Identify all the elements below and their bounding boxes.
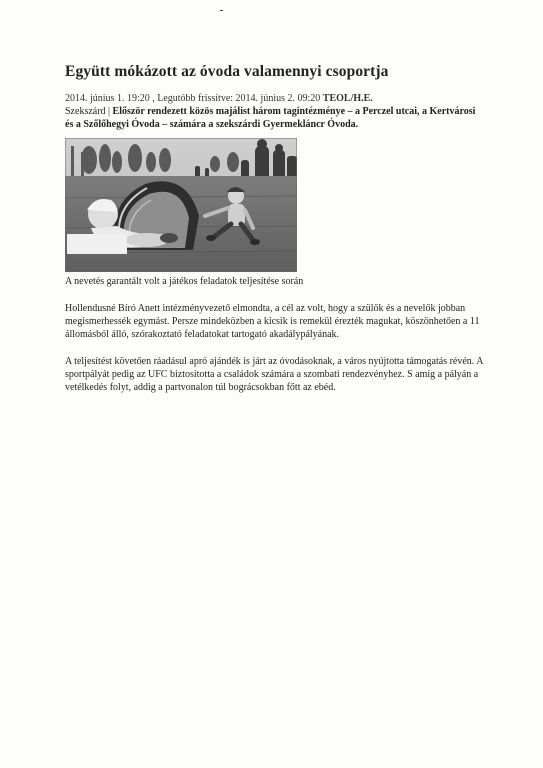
- article-paragraph-2: A teljesítést követően ráadásul apró ajándék is járt az óvodásoknak, a város nyújtotta támogatás révén. A sportpályát pedig az UFC biztosította a családok számára a szombati rendezvényhez. S amíg a pályán a vetélkedés folyt, addig a partvonalon túl bográcsokban főtt az ebéd.: [65, 356, 483, 393]
- article-lead: [65, 105, 485, 131]
- article: [65, 62, 485, 394]
- photo-caption: A nevetés garantált volt a játékos feladatok teljesítése során: [65, 276, 304, 287]
- updated-date: Legutóbb frissítve: 2014. június 2. 09:20: [157, 93, 321, 104]
- article-source: TEOL/H.E.: [322, 93, 373, 104]
- article-paragraph-1: Hollendusné Bíró Anett intézményvezető elmondta, a cél az volt, hogy a szülők és a nevelők jobban megismerhessék egymást. Persze mindeközben a kicsik is remekül érezték magukat, köszönhetően a 11 állomásból álló, szórakoztató feladatokat tartogató akadálypályának.: [65, 303, 480, 340]
- published-date: 2014. június 1. 19:20 ,: [65, 93, 155, 104]
- article-photo: [65, 138, 297, 272]
- photo-children-playing: [65, 138, 297, 272]
- article-headline: Együtt mókázott az óvoda valamennyi csoportja: [65, 63, 389, 80]
- scan-speck: [220, 10, 223, 11]
- lead-text: Először rendezett közös majálist három tagintézménye – a Perczel utcai, a Kertvárosi és a Szőlőhegyi Óvoda – számára a szekszárdi Gyermekláncr Óvoda.: [65, 106, 476, 130]
- article-meta: [65, 92, 485, 105]
- lead-location: Szekszárd |: [65, 106, 111, 117]
